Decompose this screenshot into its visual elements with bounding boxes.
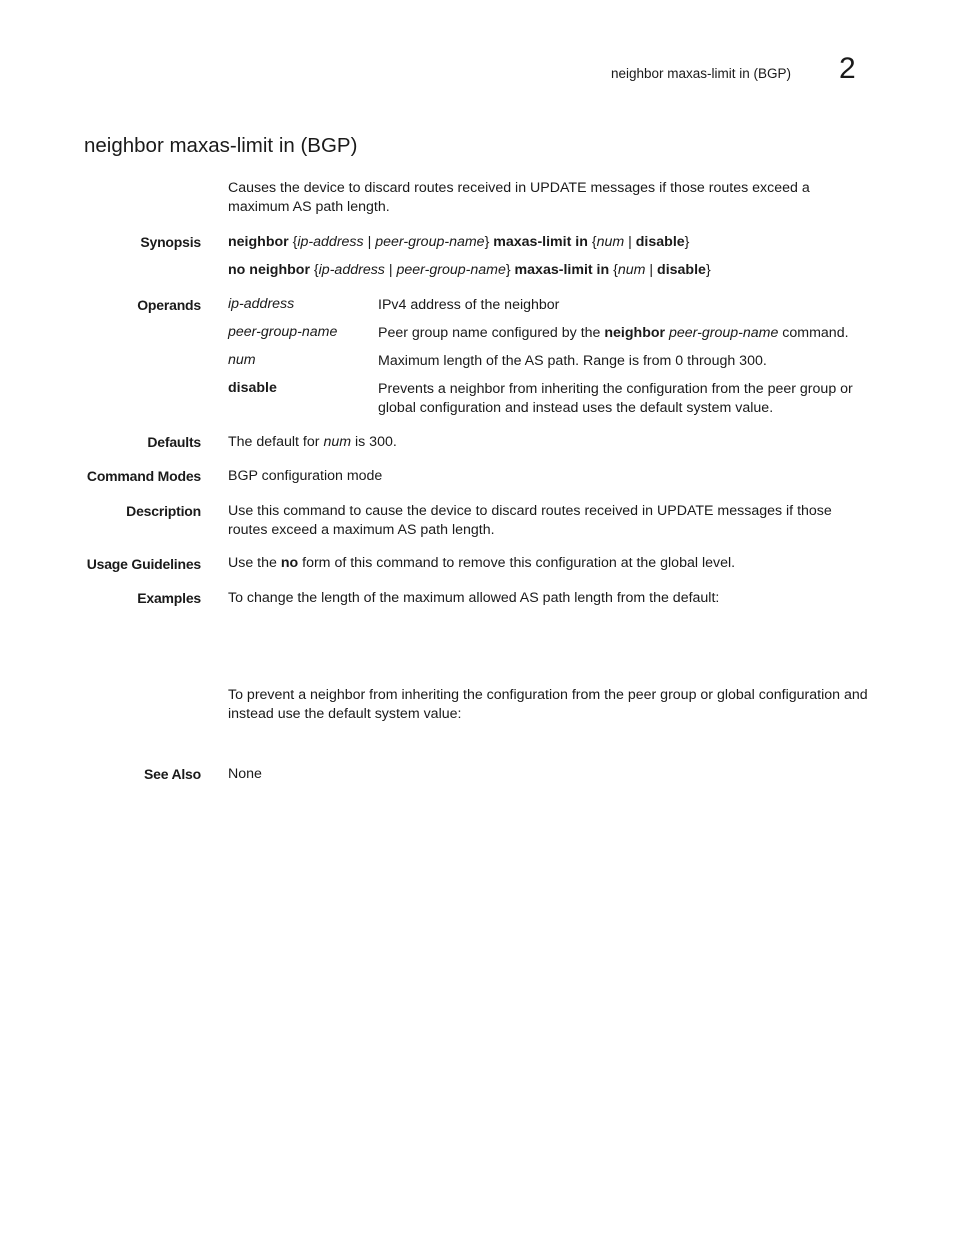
defaults-text	[228, 433, 868, 452]
examples-label: Examples	[137, 590, 201, 606]
syn1-arg2: peer-group-name	[375, 234, 485, 250]
command-modes-label: Command Modes	[86, 468, 201, 484]
see-also-text: None	[228, 766, 262, 782]
operand-desc-ip-address: IPv4 address of the neighbor	[378, 297, 560, 313]
operand-term-num: num	[228, 352, 256, 368]
operand-desc-num: Maximum length of the AS path. Range is from 0 through 300.	[378, 353, 767, 369]
command-modes-text: BGP configuration mode	[228, 468, 383, 484]
syn2-sep2: |	[645, 262, 658, 278]
usage-guidelines-label: Usage Guidelines	[86, 556, 201, 572]
syn2-arg1: ip-address	[318, 262, 385, 278]
operand-term-disable: disable	[228, 380, 277, 396]
defaults-label: Defaults	[147, 434, 201, 450]
operands-label: Operands	[137, 297, 201, 313]
defaults-pre: The default for	[228, 434, 324, 450]
syn1-sep2: |	[624, 234, 636, 250]
examples-text-2: To prevent a neighbor from inheriting the configuration from the peer group or global configuration and instead use the default system value:	[228, 687, 868, 722]
syn2-kw3: disable	[657, 262, 706, 278]
usage-post: form of this command to remove this configuration at the global level.	[298, 555, 736, 571]
see-also-label: See Also	[143, 766, 201, 782]
pg-desc-pre: Peer group name configured by the	[378, 325, 605, 341]
syn2-sep: |	[384, 262, 397, 278]
syn2-arg2: peer-group-name	[396, 262, 506, 278]
synopsis-label: Synopsis	[140, 234, 201, 250]
syn2-brace2-close: }	[705, 262, 711, 278]
defaults-post: is 300.	[351, 434, 397, 450]
syn1-arg3: num	[596, 234, 625, 250]
syn1-arg1: ip-address	[297, 234, 364, 250]
syn1-brace2-close: }	[684, 234, 690, 250]
operand-desc-disable: Prevents a neighbor from inheriting the configuration from the peer group or global configuration and instead uses the default system value.	[378, 381, 853, 416]
syn1-sep: |	[363, 234, 376, 250]
syn2-arg3: num	[617, 262, 646, 278]
operand-desc-peer-group-name	[378, 324, 868, 343]
usage-guidelines-text	[228, 554, 868, 573]
description-label: Description	[126, 503, 201, 519]
syn2-cmd: no neighbor	[228, 262, 310, 278]
operand-term-ip-address: ip-address	[228, 296, 295, 312]
syn1-brace2-open: {	[587, 234, 597, 250]
syn2-brace-open: {	[309, 262, 319, 278]
intro-text: Causes the device to discard routes received in UPDATE messages if those routes exceed a maximum AS path length.	[228, 180, 810, 215]
operand-term-peer-group-name: peer-group-name	[228, 324, 338, 340]
examples-text-1: To change the length of the maximum allowed AS path length from the default:	[228, 590, 720, 606]
usage-kw: no	[280, 555, 299, 571]
pg-desc-kw: neighbor	[604, 325, 666, 341]
description-text: Use this command to cause the device to discard routes received in UPDATE messages if those routes exceed a maximum AS path length.	[228, 503, 832, 538]
syn1-brace-close: }	[484, 234, 494, 250]
pg-desc-it: peer-group-name	[665, 325, 779, 341]
pg-desc-post: command.	[778, 325, 849, 341]
defaults-it: num	[323, 434, 352, 450]
syn2-brace2-open: {	[609, 262, 618, 278]
syn1-brace-open: {	[288, 234, 298, 250]
syn2-kw2: maxas-limit in	[514, 262, 610, 278]
usage-pre: Use the	[228, 555, 281, 571]
syn1-kw2: maxas-limit in	[493, 234, 588, 250]
chapter-number: 2	[839, 52, 856, 85]
synopsis-line-1	[228, 233, 868, 252]
synopsis-line-2	[228, 261, 868, 280]
syn1-cmd: neighbor	[228, 234, 289, 250]
page-title: neighbor maxas-limit in (BGP)	[84, 134, 358, 157]
running-header-title: neighbor maxas-limit in (BGP)	[610, 66, 791, 81]
syn1-kw3: disable	[635, 234, 685, 250]
syn2-brace-close: }	[505, 262, 515, 278]
